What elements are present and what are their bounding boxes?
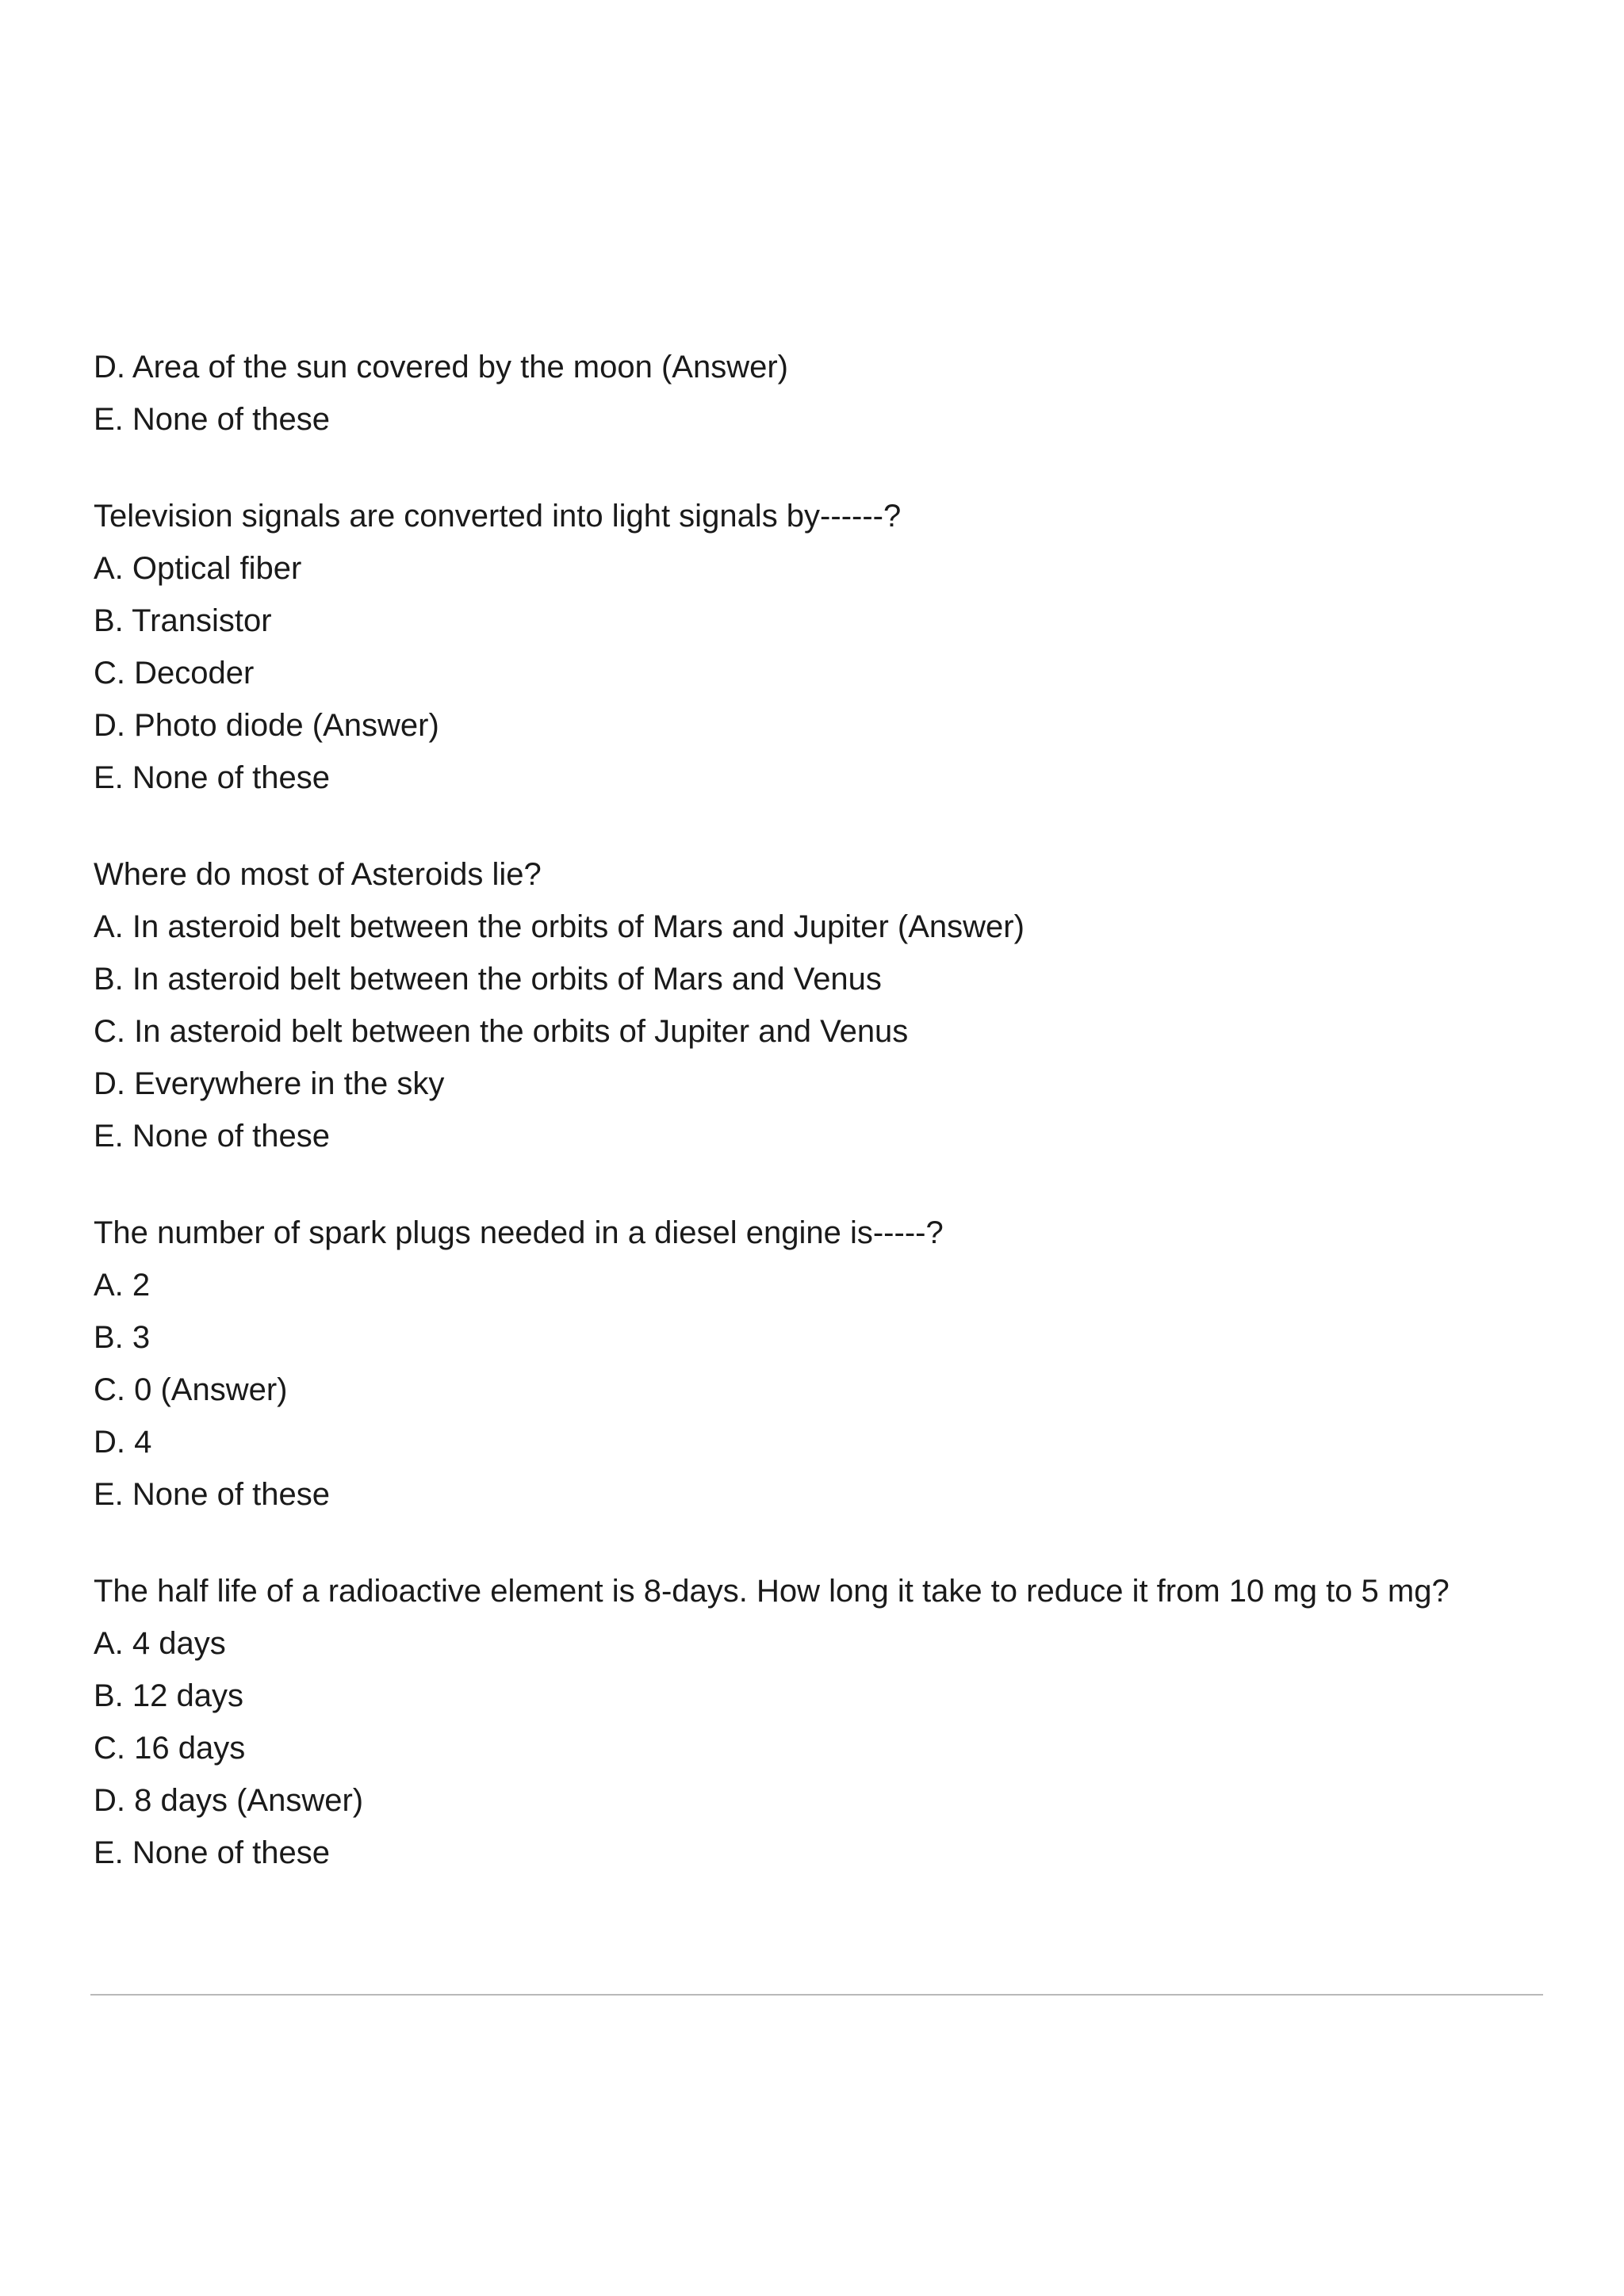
option-item: B. In asteroid belt between the orbits of Mars and Venus [94, 962, 882, 997]
option-item: C. In asteroid belt between the orbits of Jupiter and Venus [94, 1014, 909, 1049]
bottom-divider [90, 1994, 1543, 1996]
option-item: D. Area of the sun covered by the moon (Answer) [94, 350, 788, 385]
question-text: The half life of a radioactive element is 8-days. How long it take to reduce it from 10 mg to 5 mg? [94, 1574, 1450, 1609]
quiz-content [94, 341, 1545, 1923]
option-item: B. Transistor [94, 603, 272, 638]
continued-options-block [94, 341, 1545, 446]
question-block [94, 1565, 1545, 1879]
option-item: E. None of these [94, 1119, 330, 1154]
option-item: D. 4 [94, 1425, 152, 1460]
option-item: A. 4 days [94, 1626, 226, 1661]
option-item: B. 12 days [94, 1678, 244, 1713]
question-block [94, 1207, 1545, 1521]
question-block [94, 490, 1545, 804]
option-item: D. Everywhere in the sky [94, 1066, 445, 1101]
option-item: E. None of these [94, 1477, 330, 1512]
option-item: D. Photo diode (Answer) [94, 708, 439, 743]
question-block [94, 848, 1545, 1162]
option-item: C. Decoder [94, 656, 255, 691]
option-item: B. 3 [94, 1320, 151, 1355]
option-item: D. 8 days (Answer) [94, 1783, 364, 1818]
question-text: Television signals are converted into light signals by------? [94, 499, 902, 534]
question-text: The number of spark plugs needed in a diesel engine is-----? [94, 1215, 944, 1250]
option-item: A. Optical fiber [94, 551, 302, 586]
option-item: A. In asteroid belt between the orbits of Mars and Jupiter (Answer) [94, 909, 1025, 944]
question-text: Where do most of Asteroids lie? [94, 857, 542, 892]
option-item: E. None of these [94, 1835, 330, 1870]
option-item: C. 0 (Answer) [94, 1372, 288, 1407]
option-item: E. None of these [94, 760, 330, 795]
option-item: A. 2 [94, 1268, 151, 1303]
option-item: E. None of these [94, 402, 330, 437]
option-item: C. 16 days [94, 1731, 246, 1766]
